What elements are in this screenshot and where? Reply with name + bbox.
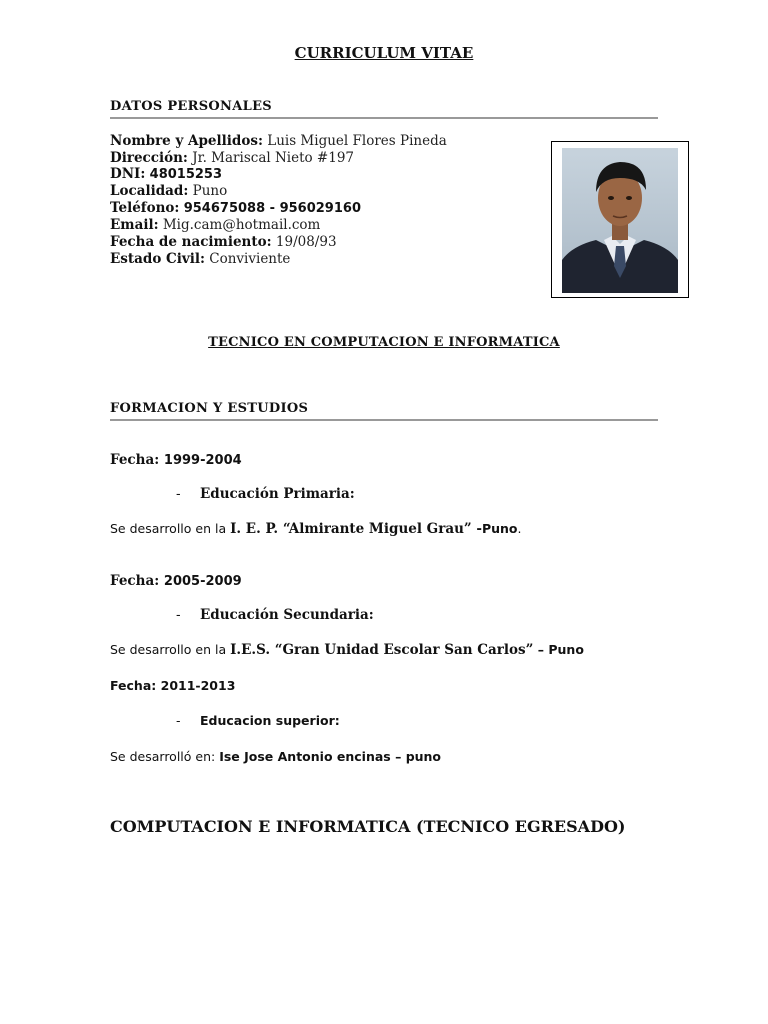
final-title: COMPUTACION E INFORMATICA (TECNICO EGRESADO) — [110, 817, 626, 836]
date-value: 2005-2009 — [163, 574, 242, 589]
date-value: 1999-2004 — [163, 453, 242, 468]
field-label: DNI: — [110, 166, 146, 182]
field-label: Localidad: — [110, 183, 189, 199]
institution-city: Puno — [481, 521, 518, 536]
bullet-dash: - — [176, 713, 181, 728]
education-description — [110, 749, 441, 764]
desc-prefix: Se desarrolló en: — [110, 749, 220, 764]
education-level — [176, 607, 374, 623]
level-label: Educacion superior: — [200, 713, 340, 728]
date-value: 2011-2013 — [160, 678, 236, 693]
bullet-dash: - — [176, 607, 181, 623]
field-value: Puno — [192, 183, 228, 199]
institution-name: I.E.S. “Gran Unidad Escolar San Carlos” — [230, 642, 534, 658]
date-label: Fecha: — [110, 678, 157, 693]
profile-photo — [562, 148, 678, 293]
education-date — [110, 678, 235, 693]
desc-prefix: Se desarrollo en la — [110, 642, 231, 657]
section-heading-education: FORMACION Y ESTUDIOS — [110, 401, 658, 421]
field-value: 19/08/93 — [275, 234, 337, 250]
photo-frame — [551, 141, 689, 298]
field-label: Email: — [110, 217, 159, 233]
field-dni — [110, 166, 222, 183]
document-title: CURRICULUM VITAE — [294, 44, 474, 62]
field-value: 954675088 - 956029160 — [183, 201, 361, 216]
field-value: Mig.cam@hotmail.com — [162, 217, 321, 233]
career-title: TECNICO EN COMPUTACION E INFORMATICA — [208, 335, 560, 350]
bullet-dash: - — [176, 486, 181, 502]
level-label: Educación Secundaria: — [200, 607, 374, 623]
education-description — [110, 521, 521, 537]
institution-city: – Puno — [533, 642, 584, 657]
field-birthdate — [110, 234, 337, 251]
field-label: Nombre y Apellidos: — [110, 133, 263, 149]
education-level — [176, 713, 340, 728]
desc-prefix: Se desarrollo en la — [110, 521, 231, 536]
desc-suffix: . — [517, 521, 522, 536]
field-label: Teléfono: — [110, 200, 180, 216]
field-email — [110, 217, 320, 234]
field-value: Conviviente — [209, 251, 291, 267]
field-label: Dirección: — [110, 150, 188, 166]
field-value: Jr. Mariscal Nieto #197 — [192, 150, 355, 166]
field-address — [110, 150, 354, 167]
person-portrait-icon — [562, 148, 678, 293]
field-civil-status — [110, 251, 290, 268]
field-label: Estado Civil: — [110, 251, 205, 267]
institution-name: I. E. P. “Almirante Miguel Grau” - — [230, 521, 482, 537]
level-label: Educación Primaria: — [200, 486, 355, 502]
education-date — [110, 452, 242, 468]
field-label: Fecha de nacimiento: — [110, 234, 272, 250]
date-label: Fecha: — [110, 452, 160, 468]
education-date — [110, 573, 242, 589]
institution-name: Ise Jose Antonio encinas – puno — [219, 749, 442, 764]
section-heading-personal: DATOS PERSONALES — [110, 99, 658, 119]
field-value: 48015253 — [149, 167, 223, 182]
field-locality — [110, 183, 227, 200]
date-label: Fecha: — [110, 573, 160, 589]
field-value: Luis Miguel Flores Pineda — [267, 133, 447, 149]
field-name — [110, 133, 447, 150]
education-description — [110, 642, 584, 658]
education-level — [176, 486, 355, 502]
field-phone — [110, 200, 361, 217]
